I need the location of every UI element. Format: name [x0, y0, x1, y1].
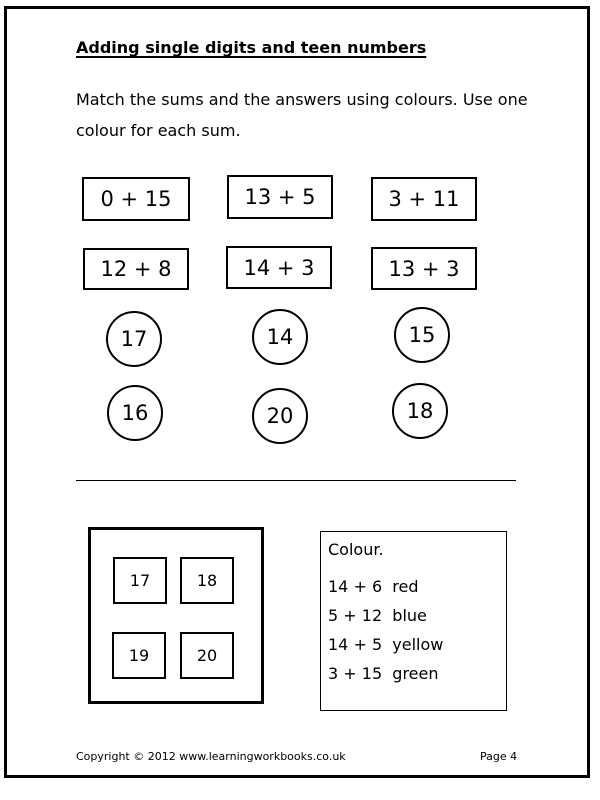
sum-box: 13 + 3 [371, 247, 477, 290]
sum-box: 0 + 15 [82, 177, 190, 221]
grid-cell: 19 [112, 632, 166, 679]
key-colour: yellow [392, 635, 444, 654]
colour-key-row [328, 664, 439, 683]
sum-box: 13 + 5 [227, 175, 333, 219]
copyright-text: Copyright © 2012 www.learningworkbooks.co.uk [76, 750, 346, 763]
worksheet-title: Adding single digits and teen numbers [76, 38, 427, 57]
answer-circle: 17 [106, 311, 162, 367]
answer-circle: 20 [252, 388, 308, 444]
sum-box: 3 + 11 [371, 177, 477, 221]
colour-key-row [328, 606, 427, 625]
answer-circle: 15 [394, 307, 450, 363]
answer-circle: 18 [392, 383, 448, 439]
colour-key-row [328, 635, 443, 654]
key-sum: 3 + 15 [328, 664, 383, 683]
sum-box: 14 + 3 [226, 246, 332, 289]
key-colour: blue [392, 606, 427, 625]
colour-key-title: Colour. [328, 540, 384, 559]
number-grid [88, 527, 264, 704]
key-colour: red [392, 577, 419, 596]
answer-circle: 16 [107, 385, 163, 441]
sum-box: 12 + 8 [83, 248, 189, 290]
key-sum: 5 + 12 [328, 606, 383, 625]
grid-cell: 17 [113, 557, 167, 604]
page-number: Page 4 [480, 750, 518, 763]
grid-cell: 20 [180, 632, 234, 679]
section-divider [76, 480, 516, 481]
key-colour: green [392, 664, 439, 683]
instructions-text: Match the sums and the answers using colours. Use one colour for each sum. [76, 90, 528, 140]
key-sum: 14 + 5 [328, 635, 383, 654]
key-sum: 14 + 6 [328, 577, 383, 596]
colour-key [320, 531, 507, 711]
grid-cell: 18 [180, 557, 234, 604]
answer-circle: 14 [252, 309, 308, 365]
colour-key-row [328, 577, 419, 596]
